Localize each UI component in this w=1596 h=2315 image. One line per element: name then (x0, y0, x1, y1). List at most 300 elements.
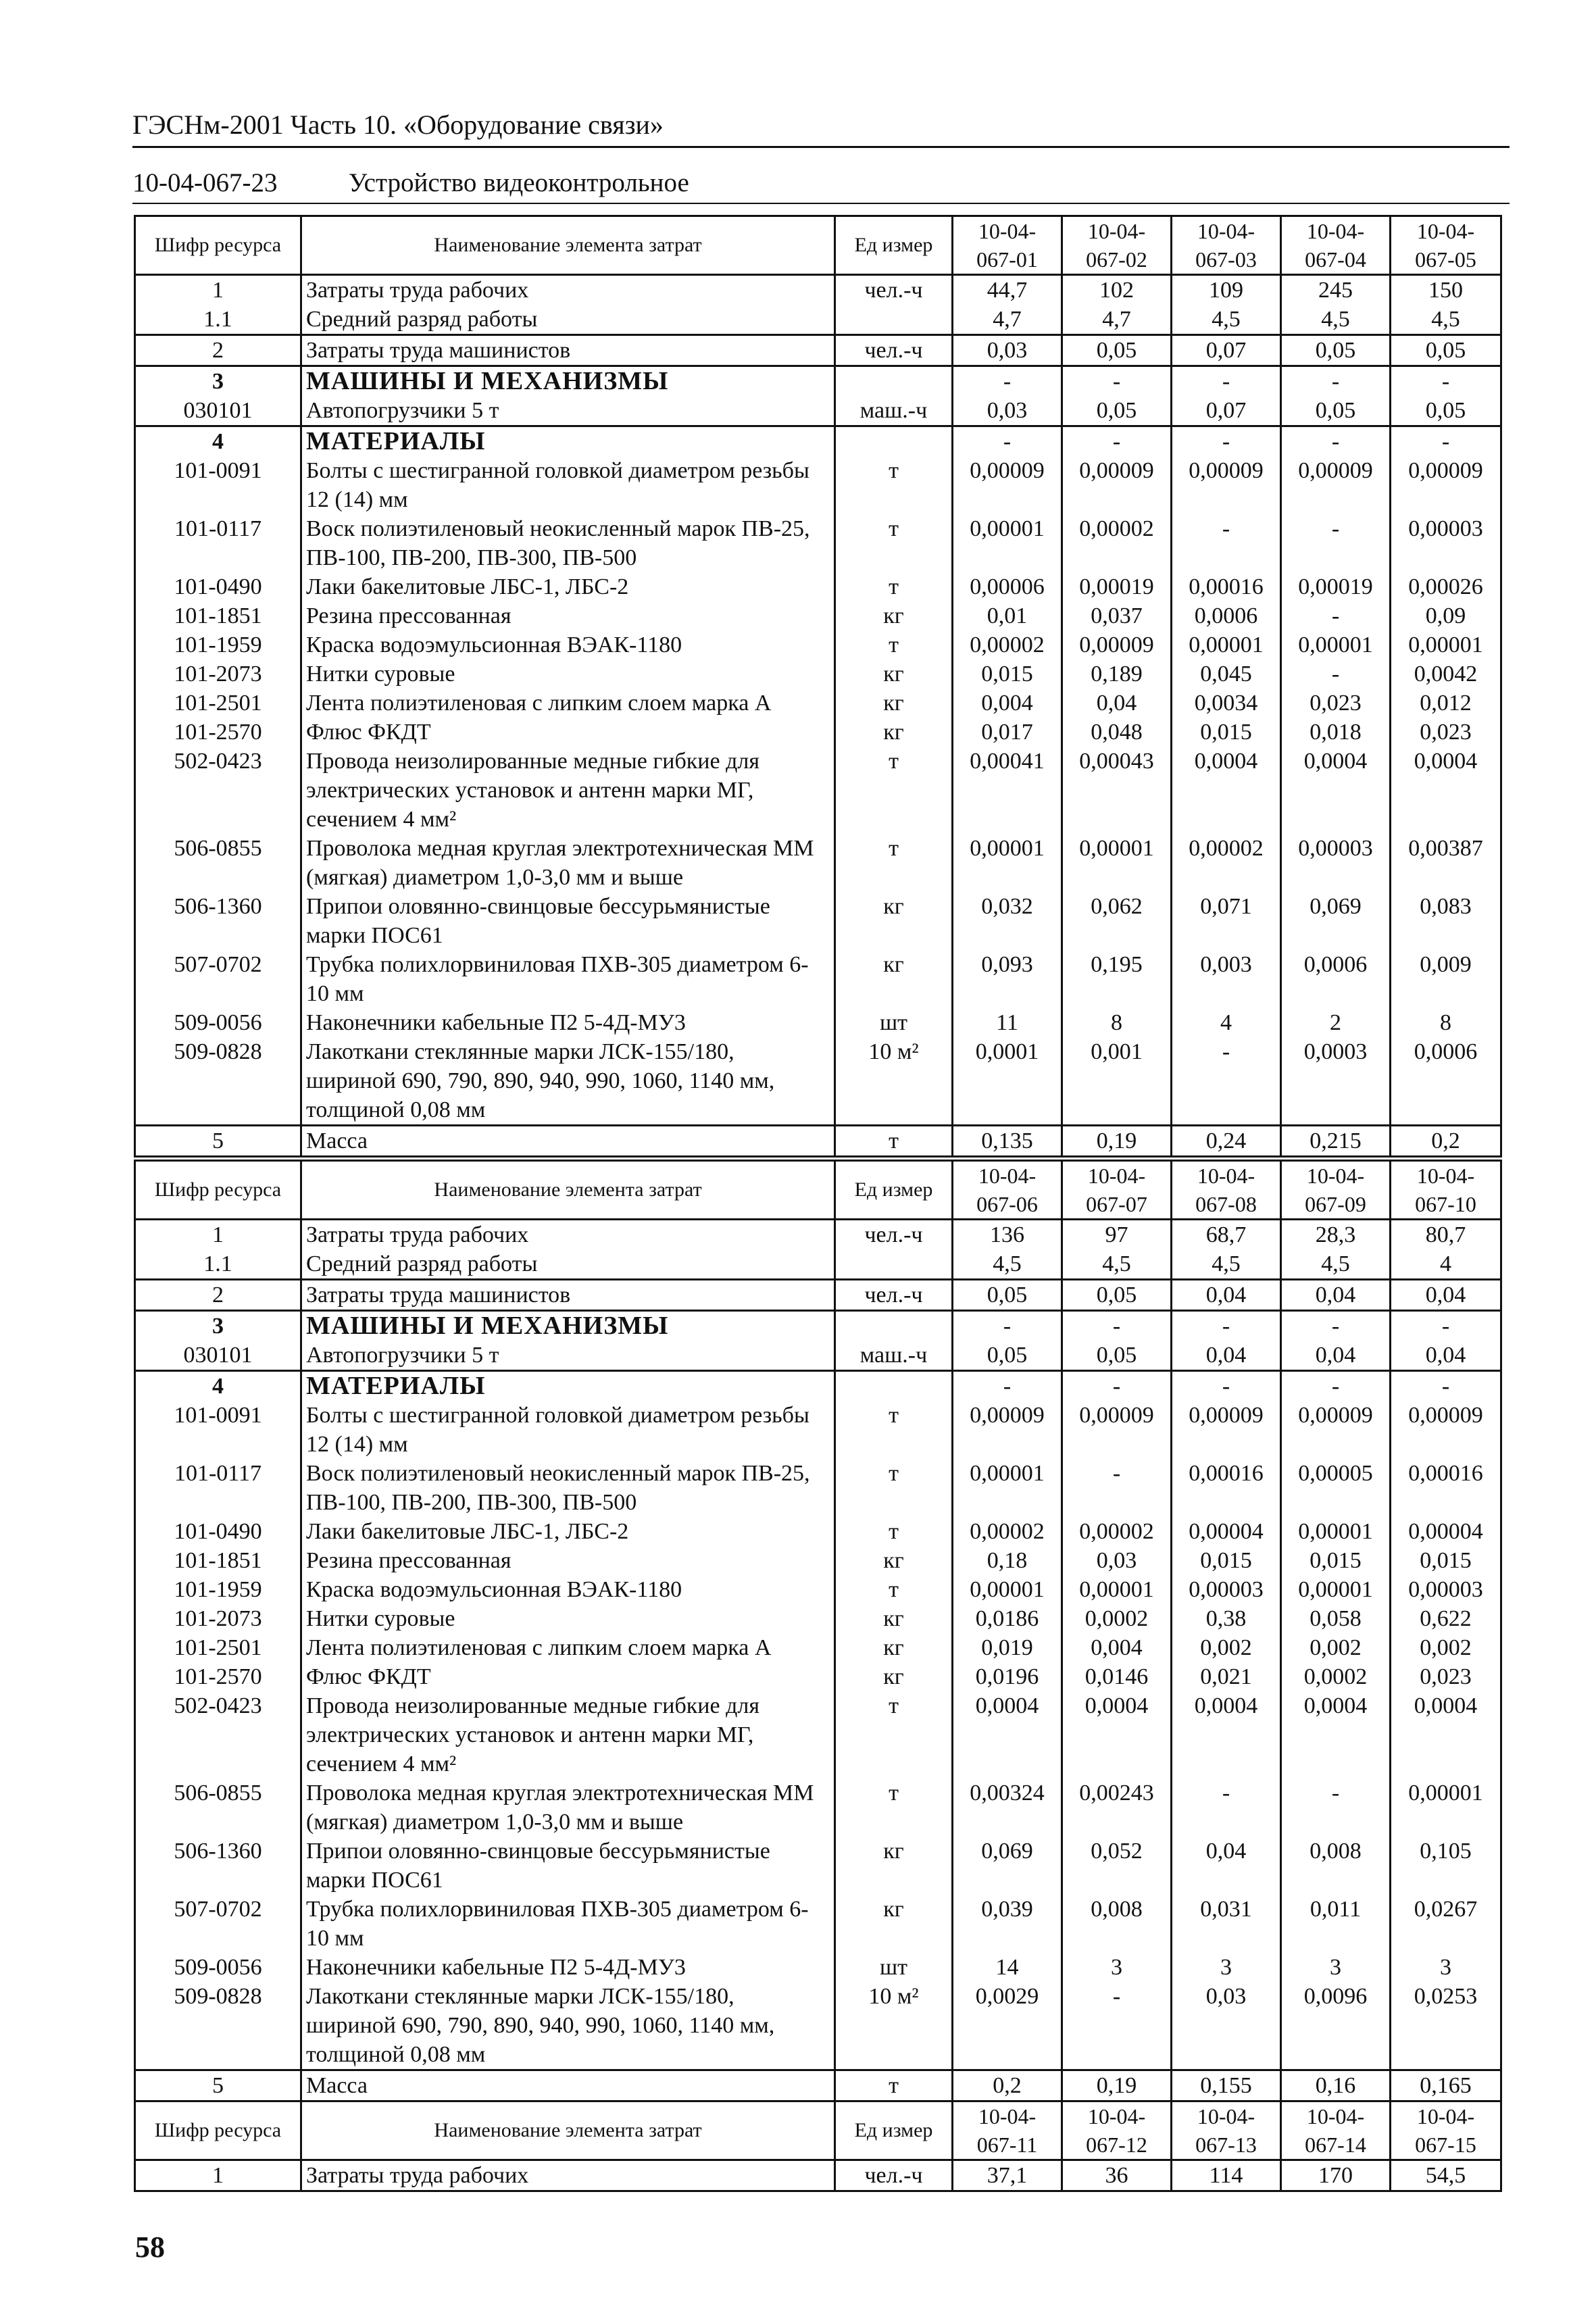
norm-value: 0,00009 (953, 1401, 1062, 1459)
col-header-norm-code: 10-04- 067-01 (953, 216, 1062, 275)
cost-element-name: Затраты труда рабочих (301, 1220, 835, 1250)
cost-element-name: Трубка полихлорвиниловая ПХВ-305 диаметром 6-10 мм (301, 950, 835, 1008)
norm-value: 0,023 (1281, 689, 1391, 718)
norm-value: - (1391, 366, 1501, 397)
norm-value: 0,00009 (1391, 1401, 1501, 1459)
unit: т (835, 456, 953, 514)
norm-value: 0,0001 (953, 1037, 1062, 1126)
norm-value: 0,009 (1391, 950, 1501, 1008)
norm-value: 0,002 (1391, 1633, 1501, 1662)
cost-element-name: Припои оловянно-свинцовые бессурьмянистые марки ПОС61 (301, 892, 835, 950)
cost-element-name: Автопогрузчики 5 т (301, 1341, 835, 1371)
col-header-norm-code: 10-04- 067-12 (1062, 2101, 1172, 2160)
unit: чел.-ч (835, 2160, 953, 2191)
norm-value: 0,04 (1391, 1280, 1501, 1311)
norm-value: 0,05 (1391, 396, 1501, 426)
resource-code: 1 (135, 1220, 301, 1250)
norm-value: 0,00004 (1172, 1517, 1281, 1546)
norm-value: 97 (1062, 1220, 1172, 1250)
norm-value: 0,04 (1391, 1341, 1501, 1371)
norm-value: 0,03 (1172, 1982, 1281, 2070)
norm-value: 80,7 (1391, 1220, 1501, 1250)
resource-table-1 (134, 215, 1500, 1158)
norm-value: - (1281, 1371, 1391, 1401)
norm-value: 0,00043 (1062, 747, 1172, 834)
norm-value: 0,0196 (953, 1662, 1062, 1691)
norm-value: 0,00009 (1172, 456, 1281, 514)
norm-value: 0,04 (1062, 689, 1172, 718)
norm-value: - (1172, 1778, 1281, 1837)
unit: т (835, 1459, 953, 1517)
norm-value: 4 (1172, 1008, 1281, 1037)
norm-value: 0,0004 (953, 1691, 1062, 1778)
table-row (135, 892, 1501, 950)
norm-value: - (1062, 1459, 1172, 1517)
table-row (135, 335, 1501, 366)
col-header-norm-code: 10-04- 067-06 (953, 1161, 1062, 1220)
cost-element-name: МАТЕРИАЛЫ (301, 426, 835, 457)
norm-value: 0,0004 (1062, 1691, 1172, 1778)
table-row (135, 426, 1501, 457)
cost-element-name: Болты с шестигранной головкой диаметром резьбы 12 (14) мм (301, 456, 835, 514)
norm-value: - (1172, 366, 1281, 397)
norm-value: 0,18 (953, 1546, 1062, 1575)
table-row (135, 659, 1501, 689)
cost-element-name: Воск полиэтиленовый неокисленный марок ПВ-25, ПВ-100, ПВ-200, ПВ-300, ПВ-500 (301, 514, 835, 572)
cost-element-name: Лакоткани стеклянные марки ЛСК-155/180, шириной 690, 790, 890, 940, 990, 1060, 1140 мм, толщиной 0,08 мм (301, 1037, 835, 1126)
norm-value: 11 (953, 1008, 1062, 1037)
norm-value: 0,0002 (1281, 1662, 1391, 1691)
section-code: 10-04-067-23 (132, 168, 278, 197)
cost-element-name: Масса (301, 2070, 835, 2101)
col-header-norm-code: 10-04- 067-03 (1172, 216, 1281, 275)
col-header-unit: Ед измер (835, 1161, 953, 1220)
cost-element-name: Провода неизолированные медные гибкие для электрических установок и антенн марки МГ, сечением 4 мм² (301, 1691, 835, 1778)
cost-element-name: Проволока медная круглая электротехническая ММ (мягкая) диаметром 1,0-3,0 мм и выше (301, 1778, 835, 1837)
table-row (135, 1662, 1501, 1691)
norm-value: 3 (1281, 1953, 1391, 1982)
norm-value: 0,018 (1281, 718, 1391, 747)
table-row (135, 1341, 1501, 1371)
norm-value: 4,5 (1172, 1249, 1281, 1280)
cost-table (134, 2100, 1502, 2192)
norm-value: 0,021 (1172, 1662, 1281, 1691)
norm-value: 0,622 (1391, 1604, 1501, 1633)
table-row (135, 456, 1501, 514)
resource-code: 506-0855 (135, 1778, 301, 1837)
cost-element-name: Резина прессованная (301, 601, 835, 630)
table-row (135, 1633, 1501, 1662)
unit (835, 305, 953, 335)
norm-value: 0,008 (1281, 1837, 1391, 1895)
norm-value: 0,002 (1281, 1633, 1391, 1662)
norm-value: 0,2 (953, 2070, 1062, 2101)
table-row (135, 2160, 1501, 2191)
norm-value: 3 (1391, 1953, 1501, 1982)
norm-value: 0,195 (1062, 950, 1172, 1008)
resource-code: 509-0056 (135, 1953, 301, 1982)
norm-value: 0,0042 (1391, 659, 1501, 689)
resource-code: 506-1360 (135, 892, 301, 950)
norm-value: - (1391, 1311, 1501, 1341)
table-row (135, 601, 1501, 630)
norm-value: 0,008 (1062, 1895, 1172, 1953)
resource-code: 3 (135, 366, 301, 397)
resource-code: 506-0855 (135, 834, 301, 892)
norm-value: 0,19 (1062, 2070, 1172, 2101)
table-row (135, 1895, 1501, 1953)
unit: 10 м² (835, 1037, 953, 1126)
norm-value: 0,00003 (1391, 1575, 1501, 1604)
cost-element-name: Резина прессованная (301, 1546, 835, 1575)
norm-value: 0,00387 (1391, 834, 1501, 892)
resource-code: 3 (135, 1311, 301, 1341)
norm-value: 0,004 (953, 689, 1062, 718)
table-row (135, 396, 1501, 426)
norm-value: 0,00002 (1172, 834, 1281, 892)
norm-value: 0,032 (953, 892, 1062, 950)
norm-value: 0,00243 (1062, 1778, 1172, 1837)
norm-value: 0,105 (1391, 1837, 1501, 1895)
norm-value: 4 (1391, 1249, 1501, 1280)
table-row (135, 514, 1501, 572)
norm-value: 54,5 (1391, 2160, 1501, 2191)
col-header-norm-code: 10-04- 067-14 (1281, 2101, 1391, 2160)
norm-value: 0,0253 (1391, 1982, 1501, 2070)
cost-element-name: Нитки суровые (301, 659, 835, 689)
norm-value: 0,0004 (1172, 747, 1281, 834)
resource-code: 1.1 (135, 305, 301, 335)
table-row (135, 572, 1501, 601)
norm-value: 0,00001 (1281, 1575, 1391, 1604)
norm-value: 0,00002 (1062, 1517, 1172, 1546)
cost-element-name: Затраты труда машинистов (301, 335, 835, 366)
norm-value: 0,2 (1391, 1126, 1501, 1157)
resource-code: 5 (135, 2070, 301, 2101)
norm-value: 0,00001 (1062, 834, 1172, 892)
norm-value: - (1172, 1037, 1281, 1126)
resource-code: 101-0117 (135, 514, 301, 572)
unit: шт (835, 1953, 953, 1982)
norm-value: 0,045 (1172, 659, 1281, 689)
norm-value: 0,00004 (1391, 1517, 1501, 1546)
cost-element-name: Средний разряд работы (301, 305, 835, 335)
norm-value: - (1172, 1371, 1281, 1401)
norm-value: 0,03 (1062, 1546, 1172, 1575)
cost-element-name: Краска водоэмульсионная ВЭАК-1180 (301, 630, 835, 659)
norm-value: 0,00016 (1391, 1459, 1501, 1517)
norm-value: 0,00041 (953, 747, 1062, 834)
col-header-norm-code: 10-04- 067-10 (1391, 1161, 1501, 1220)
norm-value: 0,00002 (953, 630, 1062, 659)
col-header-norm-code: 10-04- 067-05 (1391, 216, 1501, 275)
norm-value: 0,0004 (1172, 1691, 1281, 1778)
resource-code: 101-1851 (135, 601, 301, 630)
cost-element-name: Масса (301, 1126, 835, 1157)
norm-value: 0,015 (1281, 1546, 1391, 1575)
norm-value: 0,031 (1172, 1895, 1281, 1953)
unit (835, 1249, 953, 1280)
unit: т (835, 514, 953, 572)
cost-element-name: Болты с шестигранной головкой диаметром резьбы 12 (14) мм (301, 1401, 835, 1459)
norm-value: 37,1 (953, 2160, 1062, 2191)
resource-code: 101-2073 (135, 1604, 301, 1633)
table-row (135, 1575, 1501, 1604)
resource-code: 509-0056 (135, 1008, 301, 1037)
cost-element-name: Наконечники кабельные П2 5-4Д-МУ3 (301, 1008, 835, 1037)
unit: шт (835, 1008, 953, 1037)
section-name: Устройство видеоконтрольное (348, 168, 689, 197)
cost-element-name: Припои оловянно-свинцовые бессурьмянистые марки ПОС61 (301, 1837, 835, 1895)
col-header-code: Шифр ресурса (135, 1161, 301, 1220)
norm-value: 0,00026 (1391, 572, 1501, 601)
norm-value: 0,05 (1062, 396, 1172, 426)
table-row (135, 1126, 1501, 1157)
norm-value: 0,00009 (1062, 630, 1172, 659)
norm-value: 28,3 (1281, 1220, 1391, 1250)
resource-table-3 (134, 2100, 1500, 2192)
norm-value: - (953, 366, 1062, 397)
norm-value: 0,00001 (953, 834, 1062, 892)
norm-value: 0,0006 (1391, 1037, 1501, 1126)
resource-code: 101-0490 (135, 572, 301, 601)
norm-value: 0,0006 (1172, 601, 1281, 630)
norm-value: 102 (1062, 275, 1172, 305)
cost-element-name: МАШИНЫ И МЕХАНИЗМЫ (301, 366, 835, 397)
norm-value: 0,00001 (1391, 1778, 1501, 1837)
col-header-norm-code: 10-04- 067-04 (1281, 216, 1391, 275)
unit: маш.-ч (835, 1341, 953, 1371)
norm-value: 4,5 (1062, 1249, 1172, 1280)
norm-value: 0,04 (1172, 1837, 1281, 1895)
norm-value: 150 (1391, 275, 1501, 305)
norm-value: - (1281, 426, 1391, 457)
table-row (135, 366, 1501, 397)
norm-value: 0,0004 (1281, 1691, 1391, 1778)
norm-value: 0,001 (1062, 1037, 1172, 1126)
table-row (135, 950, 1501, 1008)
cost-element-name: Флюс ФКДТ (301, 718, 835, 747)
col-header-norm-code: 10-04- 067-08 (1172, 1161, 1281, 1220)
norm-value: 0,00003 (1172, 1575, 1281, 1604)
unit (835, 366, 953, 397)
table-row (135, 1280, 1501, 1311)
table-row (135, 1459, 1501, 1517)
table-row (135, 1953, 1501, 1982)
resource-code: 1 (135, 2160, 301, 2191)
norm-value: 4,5 (1281, 305, 1391, 335)
norm-value: 0,00019 (1281, 572, 1391, 601)
norm-value: 0,058 (1281, 1604, 1391, 1633)
cost-table (134, 1160, 1502, 2102)
col-header-unit: Ед измер (835, 2101, 953, 2160)
col-header-norm-code: 10-04- 067-09 (1281, 1161, 1391, 1220)
norm-value: - (1391, 1371, 1501, 1401)
norm-value: 0,05 (1062, 335, 1172, 366)
unit: т (835, 1517, 953, 1546)
norm-value: 0,039 (953, 1895, 1062, 1953)
norm-value: 14 (953, 1953, 1062, 1982)
table-row (135, 1371, 1501, 1401)
table-row (135, 1517, 1501, 1546)
cost-element-name: Наконечники кабельные П2 5-4Д-МУ3 (301, 1953, 835, 1982)
unit: т (835, 572, 953, 601)
norm-value: - (1281, 601, 1391, 630)
norm-value: 0,00003 (1391, 514, 1501, 572)
resource-code: 101-2570 (135, 718, 301, 747)
norm-value: 0,00001 (953, 514, 1062, 572)
unit: кг (835, 1633, 953, 1662)
norm-value: 0,00001 (953, 1575, 1062, 1604)
col-header-unit: Ед измер (835, 216, 953, 275)
norm-value: 3 (1062, 1953, 1172, 1982)
norm-value: 0,05 (1281, 396, 1391, 426)
unit: кг (835, 1662, 953, 1691)
norm-value: - (1391, 426, 1501, 457)
norm-value: - (1172, 1311, 1281, 1341)
norm-value: 0,0002 (1062, 1604, 1172, 1633)
table-row (135, 1778, 1501, 1837)
norm-value: - (1281, 366, 1391, 397)
resource-code: 2 (135, 1280, 301, 1311)
cost-element-name: Воск полиэтиленовый неокисленный марок ПВ-25, ПВ-100, ПВ-200, ПВ-300, ПВ-500 (301, 1459, 835, 1517)
resource-code: 101-0091 (135, 456, 301, 514)
norm-value: 0,135 (953, 1126, 1062, 1157)
cost-element-name: Автопогрузчики 5 т (301, 396, 835, 426)
unit: чел.-ч (835, 1280, 953, 1311)
page-header-title: ГЭСНм-2001 Часть 10. «Оборудование связи» (132, 109, 664, 140)
unit: кг (835, 1837, 953, 1895)
norm-value: - (953, 1311, 1062, 1341)
norm-value: 0,062 (1062, 892, 1172, 950)
col-header-norm-code: 10-04- 067-13 (1172, 2101, 1281, 2160)
resource-code: 101-0490 (135, 1517, 301, 1546)
cost-element-name: Лента полиэтиленовая с липким слоем марка А (301, 1633, 835, 1662)
cost-element-name: Затраты труда рабочих (301, 275, 835, 305)
norm-value: 8 (1391, 1008, 1501, 1037)
header-row (135, 2101, 1501, 2160)
unit (835, 426, 953, 457)
norm-value: 0,083 (1391, 892, 1501, 950)
norm-value: 0,015 (953, 659, 1062, 689)
norm-value: 0,05 (1391, 335, 1501, 366)
page-number: 58 (135, 2231, 165, 2264)
norm-value: 0,215 (1281, 1126, 1391, 1157)
norm-value: 0,04 (1172, 1280, 1281, 1311)
resource-code: 030101 (135, 396, 301, 426)
table-row (135, 1982, 1501, 2070)
norm-value: 0,0006 (1281, 950, 1391, 1008)
norm-value: 0,00016 (1172, 572, 1281, 601)
norm-value: - (1062, 366, 1172, 397)
norm-value: - (1281, 514, 1391, 572)
table-row (135, 1220, 1501, 1250)
norm-value: 170 (1281, 2160, 1391, 2191)
unit: т (835, 1126, 953, 1157)
norm-value: 0,00003 (1281, 834, 1391, 892)
norm-value: - (1172, 514, 1281, 572)
norm-value: 0,002 (1172, 1633, 1281, 1662)
page-header (132, 108, 1510, 148)
col-header-name: Наименование элемента затрат (301, 216, 835, 275)
norm-value: 0,09 (1391, 601, 1501, 630)
norm-value: 0,011 (1281, 1895, 1391, 1953)
resource-code: 4 (135, 1371, 301, 1401)
col-header-name: Наименование элемента затрат (301, 2101, 835, 2160)
norm-value: 0,069 (1281, 892, 1391, 950)
resource-code: 1.1 (135, 1249, 301, 1280)
norm-value: 245 (1281, 275, 1391, 305)
norm-value: 0,05 (953, 1341, 1062, 1371)
unit: кг (835, 601, 953, 630)
unit: кг (835, 892, 953, 950)
norm-value: 0,38 (1172, 1604, 1281, 1633)
table-row (135, 747, 1501, 834)
norm-value: - (1172, 426, 1281, 457)
norm-value: 0,05 (1062, 1280, 1172, 1311)
norm-value: - (1281, 1311, 1391, 1341)
table-row (135, 1249, 1501, 1280)
cost-element-name: Краска водоэмульсионная ВЭАК-1180 (301, 1575, 835, 1604)
resource-code: 506-1360 (135, 1837, 301, 1895)
norm-value: 109 (1172, 275, 1281, 305)
norm-value: 4,5 (1281, 1249, 1391, 1280)
norm-value: 4,5 (953, 1249, 1062, 1280)
norm-value: 0,015 (1391, 1546, 1501, 1575)
cost-element-name: Нитки суровые (301, 1604, 835, 1633)
cost-element-name: Флюс ФКДТ (301, 1662, 835, 1691)
resource-code: 502-0423 (135, 1691, 301, 1778)
norm-value: 0,017 (953, 718, 1062, 747)
table-row (135, 1037, 1501, 1126)
cost-element-name: Проволока медная круглая электротехническая ММ (мягкая) диаметром 1,0-3,0 мм и выше (301, 834, 835, 892)
norm-value: 0,0146 (1062, 1662, 1172, 1691)
norm-value: 0,069 (953, 1837, 1062, 1895)
header-row (135, 1161, 1501, 1220)
resource-code: 101-0117 (135, 1459, 301, 1517)
norm-value: 0,155 (1172, 2070, 1281, 2101)
cost-element-name: Лаки бакелитовые ЛБС-1, ЛБС-2 (301, 572, 835, 601)
unit: т (835, 834, 953, 892)
col-header-norm-code: 10-04- 067-07 (1062, 1161, 1172, 1220)
norm-value: 0,0003 (1281, 1037, 1391, 1126)
norm-value: 0,04 (1281, 1341, 1391, 1371)
norm-value: - (1062, 1982, 1172, 2070)
norm-value: 0,07 (1172, 396, 1281, 426)
norm-value: - (1281, 659, 1391, 689)
resource-code: 101-2570 (135, 1662, 301, 1691)
col-header-name: Наименование элемента затрат (301, 1161, 835, 1220)
cost-element-name: Лакоткани стеклянные марки ЛСК-155/180, шириной 690, 790, 890, 940, 990, 1060, 1140 мм, толщиной 0,08 мм (301, 1982, 835, 2070)
norm-value: 0,0004 (1391, 747, 1501, 834)
norm-value: 0,00001 (953, 1459, 1062, 1517)
resource-code: 2 (135, 335, 301, 366)
norm-value: 0,0004 (1281, 747, 1391, 834)
unit: т (835, 1575, 953, 1604)
norm-value: 0,03 (953, 396, 1062, 426)
norm-value: 0,00001 (1172, 630, 1281, 659)
norm-value: - (1062, 426, 1172, 457)
table-row (135, 689, 1501, 718)
resource-code: 5 (135, 1126, 301, 1157)
cost-element-name: МАШИНЫ И МЕХАНИЗМЫ (301, 1311, 835, 1341)
resource-code: 1 (135, 275, 301, 305)
norm-value: 4,7 (953, 305, 1062, 335)
table-row (135, 1311, 1501, 1341)
resource-code: 101-2073 (135, 659, 301, 689)
unit: маш.-ч (835, 396, 953, 426)
unit: т (835, 1401, 953, 1459)
